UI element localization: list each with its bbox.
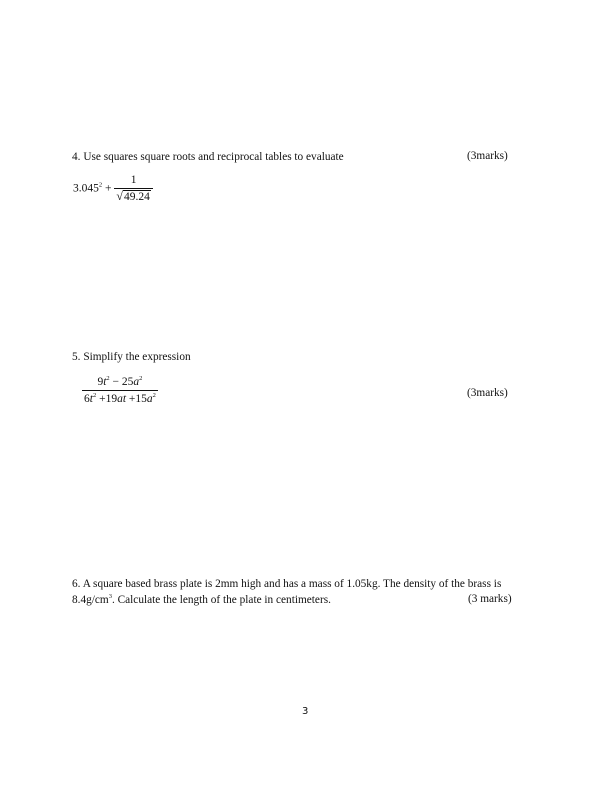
radical-icon: √ <box>116 189 123 203</box>
den-term2-var: at <box>117 393 127 405</box>
question-6-line2 <box>72 593 331 607</box>
expression-numerator <box>82 376 158 390</box>
den-term3-var: a <box>146 393 153 405</box>
square-root <box>116 189 150 204</box>
den-term3-coef: 15 <box>135 393 147 405</box>
num-term2-var: a <box>133 376 140 388</box>
radicand: 49.24 <box>123 191 150 203</box>
question-4-prompt: Use squares square roots and reciprocal tables to evaluate <box>83 151 344 163</box>
num-term2-exp: 2 <box>139 375 143 382</box>
question-6-marks: (3 marks) <box>468 593 512 605</box>
question-5-marks: (3marks) <box>467 387 508 399</box>
question-6-line1 <box>72 577 501 591</box>
question-4-expression <box>73 174 153 204</box>
den-term1-exp: 2 <box>92 392 97 399</box>
question-5-text <box>72 350 191 364</box>
question-5-prompt: Simplify the expression <box>83 351 191 363</box>
expr-operator: + <box>105 182 112 195</box>
den-term1-coef: 6 <box>84 393 90 405</box>
expr-base: 3.045 <box>73 182 99 195</box>
num-term1-exp: 2 <box>106 375 110 382</box>
question-4-number: 4. <box>72 151 81 163</box>
question-6-number: 6. <box>72 578 81 590</box>
den-operator2: + <box>128 393 136 405</box>
expression-denominator <box>82 390 158 405</box>
fraction-numerator: 1 <box>130 174 137 186</box>
num-term2-coef: 25 <box>121 376 134 388</box>
den-term1-var: t <box>89 393 93 405</box>
den-term3-exp: 2 <box>152 392 156 399</box>
den-operator1: + <box>99 393 106 405</box>
den-term2-coef: 19 <box>105 393 118 405</box>
question-4-text <box>72 150 344 164</box>
expr-exponent: 2 <box>98 181 103 189</box>
fraction-denominator <box>114 187 152 204</box>
question-4-marks: (3marks) <box>467 150 508 162</box>
num-term1-coef: 9 <box>97 376 104 388</box>
rational-expression <box>82 376 158 405</box>
question-6-prompt-line1: A square based brass plate is 2mm high and has a mass of 1.05kg. The density of the brass is <box>82 578 502 590</box>
num-operator: − <box>112 376 120 388</box>
question-5-number: 5. <box>72 351 81 363</box>
reciprocal-fraction <box>114 174 152 204</box>
question-6-prompt-line2: . Calculate the length of the plate in centimeters. <box>111 594 331 606</box>
num-term1-var: t <box>103 376 107 388</box>
density-exponent: 3 <box>108 593 112 600</box>
question-5-expression <box>82 376 158 405</box>
page-number: 3 <box>302 706 309 717</box>
density-value: 8.4g/cm <box>72 594 109 606</box>
